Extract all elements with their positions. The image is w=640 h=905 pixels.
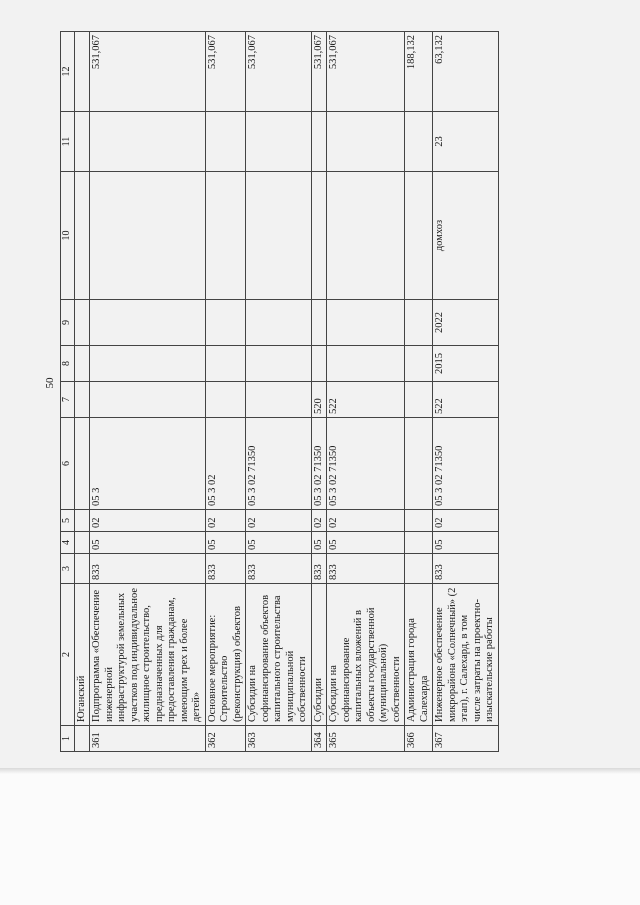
cell-name: Юганский — [74, 584, 90, 726]
cell-subsection: 02 — [205, 510, 246, 532]
budget-table — [60, 31, 499, 752]
cell-capacity — [405, 112, 433, 172]
cell-name: Подпрограмма «Обеспечение инженерной инфраструктурой земельных участков под индивидуальное жилищное строительство, предназначенных для предоставления гражданам, имеющим трех и более детей» — [90, 584, 206, 726]
cell-end — [311, 300, 327, 346]
cell-unit — [205, 172, 246, 300]
table-row — [311, 32, 327, 752]
cell-num: 363 — [246, 726, 312, 752]
cell-start: 2015 — [433, 346, 499, 382]
cell-type — [205, 382, 246, 418]
cell-code: 833 — [205, 554, 246, 584]
cell-code: 833 — [246, 554, 312, 584]
cell-name: Субсидии на софинансирование капитальных вложений в объекты государственной (муниципальной) собственности — [327, 584, 405, 726]
header-cell: 11 — [61, 112, 75, 172]
cell-amount: 531,067 — [311, 32, 327, 112]
header-cell: 3 — [61, 554, 75, 584]
cell-type: 520 — [311, 382, 327, 418]
header-cell: 7 — [61, 382, 75, 418]
cell-amount: 188,132 — [405, 32, 433, 112]
cell-name: Субсидии — [311, 584, 327, 726]
header-cell: 9 — [61, 300, 75, 346]
cell-section — [405, 532, 433, 554]
cell-end — [246, 300, 312, 346]
cell-amount: 531,067 — [90, 32, 206, 112]
page-number: 50 — [44, 377, 56, 389]
table-row — [246, 32, 312, 752]
table-row — [327, 32, 405, 752]
cell-capacity — [90, 112, 206, 172]
cell-num: 365 — [327, 726, 405, 752]
table-row — [205, 32, 246, 752]
cell-subsection — [405, 510, 433, 532]
cell-start — [327, 346, 405, 382]
cell-code: 833 — [433, 554, 499, 584]
table-row — [433, 32, 499, 752]
cell-num: 362 — [205, 726, 246, 752]
cell-num: 364 — [311, 726, 327, 752]
cell-end — [405, 300, 433, 346]
cell-end: 2022 — [433, 300, 499, 346]
cell-section: 05 — [205, 532, 246, 554]
cell-type: 522 — [433, 382, 499, 418]
cell-name: Основное мероприятие: Строительство (реконструкция) объектов — [205, 584, 246, 726]
cell-name: Администрация города Салехарда — [405, 584, 433, 726]
cell-amount: 531,067 — [327, 32, 405, 112]
cell-amount: 63,132 — [433, 32, 499, 112]
cell-subsection: 02 — [433, 510, 499, 532]
cell-end — [327, 300, 405, 346]
cell-type — [405, 382, 433, 418]
cell-unit — [327, 172, 405, 300]
cell-capacity — [327, 112, 405, 172]
header-row — [61, 32, 75, 752]
cell-subsection: 02 — [311, 510, 327, 532]
cell-target: 05 3 02 — [205, 418, 246, 510]
cell-start — [90, 346, 206, 382]
cell-start — [205, 346, 246, 382]
cell-section: 05 — [246, 532, 312, 554]
header-cell: 4 — [61, 532, 75, 554]
cell-section: 05 — [311, 532, 327, 554]
header-cell: 8 — [61, 346, 75, 382]
header-cell: 6 — [61, 418, 75, 510]
cell-unit — [311, 172, 327, 300]
cell-subsection: 02 — [327, 510, 405, 532]
rotated-sheet — [60, 32, 580, 752]
cell-target: 05 3 02 71350 — [311, 418, 327, 510]
header-cell: 12 — [61, 32, 75, 112]
cell-unit — [246, 172, 312, 300]
cell-subsection: 02 — [246, 510, 312, 532]
cell-code: 833 — [311, 554, 327, 584]
cell-amount: 531,067 — [205, 32, 246, 112]
cell-target: 05 3 02 71350 — [246, 418, 312, 510]
cell-code — [405, 554, 433, 584]
table-row — [74, 32, 90, 752]
cell-capacity: 23 — [433, 112, 499, 172]
cell-unit — [90, 172, 206, 300]
cell-target: 05 3 02 71350 — [433, 418, 499, 510]
cell-target: 05 3 02 71350 — [327, 418, 405, 510]
cell-start — [311, 346, 327, 382]
cell-code: 833 — [90, 554, 206, 584]
cell-start — [246, 346, 312, 382]
header-cell: 5 — [61, 510, 75, 532]
cell-target — [405, 418, 433, 510]
cell-start — [405, 346, 433, 382]
cell-section: 05 — [90, 532, 206, 554]
cell-amount: 531,067 — [246, 32, 312, 112]
cell-end — [90, 300, 206, 346]
cell-name: Субсидии на софинансирование объектов капитального строительства муниципальной собственности — [246, 584, 312, 726]
header-cell: 1 — [61, 726, 75, 752]
header-cell: 2 — [61, 584, 75, 726]
cell-type: 522 — [327, 382, 405, 418]
cell-section: 05 — [327, 532, 405, 554]
cell-section: 05 — [433, 532, 499, 554]
cell-capacity — [311, 112, 327, 172]
cell-num: 361 — [90, 726, 206, 752]
cell-code: 833 — [327, 554, 405, 584]
cell-type — [246, 382, 312, 418]
page-edge-shadow — [0, 768, 640, 774]
cell-end — [205, 300, 246, 346]
header-cell: 10 — [61, 172, 75, 300]
cell-num: 367 — [433, 726, 499, 752]
cell-capacity — [205, 112, 246, 172]
table-row — [90, 32, 206, 752]
cell-name: Инженерное обеспечение микрорайона «Солнечный» (2 этап), г. Салехард, в том числе затраты на проектно-изыскательские работы — [433, 584, 499, 726]
table-row — [405, 32, 433, 752]
cell-num: 366 — [405, 726, 433, 752]
cell-unit: домхоз — [433, 172, 499, 300]
cell-subsection: 02 — [90, 510, 206, 532]
cell-capacity — [246, 112, 312, 172]
cell-target: 05 3 — [90, 418, 206, 510]
cell-type — [90, 382, 206, 418]
cell-unit — [405, 172, 433, 300]
